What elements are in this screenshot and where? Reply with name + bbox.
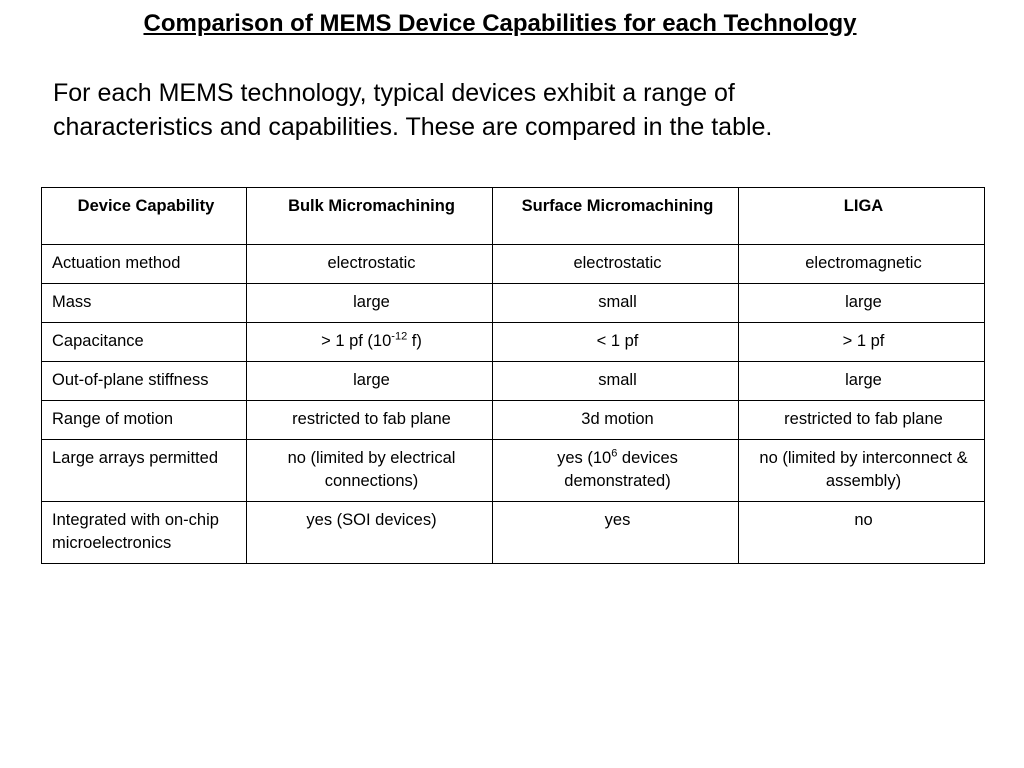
surface-cell — [493, 440, 739, 502]
surface-cell: electrostatic — [493, 245, 739, 284]
exponent: 6 — [611, 447, 618, 460]
surface-cell: small — [493, 284, 739, 323]
liga-cell: large — [739, 284, 985, 323]
capability-cell: Integrated with on-chip microelectronics — [42, 502, 247, 564]
bulk-cell: large — [247, 284, 493, 323]
intro-paragraph — [53, 76, 953, 144]
bulk-cell-text: > 1 pf (10 — [321, 332, 392, 350]
surface-cell: yes — [493, 502, 739, 564]
liga-cell: restricted to fab plane — [739, 401, 985, 440]
capability-cell: Mass — [42, 284, 247, 323]
table-header-row — [42, 188, 985, 245]
capability-cell: Out-of-plane stiffness — [42, 362, 247, 401]
surface-cell: small — [493, 362, 739, 401]
liga-cell: large — [739, 362, 985, 401]
bulk-cell: restricted to fab plane — [247, 401, 493, 440]
bulk-cell: large — [247, 362, 493, 401]
table-row — [42, 284, 985, 323]
liga-cell: no (limited by interconnect & assembly) — [739, 440, 985, 502]
liga-cell: no — [739, 502, 985, 564]
header-liga: LIGA — [739, 188, 985, 245]
capability-cell: Large arrays permitted — [42, 440, 247, 502]
table-row — [42, 323, 985, 362]
surface-cell: 3d motion — [493, 401, 739, 440]
comparison-table — [41, 187, 985, 564]
table-row — [42, 502, 985, 564]
exponent: -12 — [391, 330, 408, 343]
bulk-cell: electrostatic — [247, 245, 493, 284]
table-row — [42, 362, 985, 401]
header-device-capability: Device Capability — [42, 188, 247, 245]
bulk-cell: yes (SOI devices) — [247, 502, 493, 564]
table-row — [42, 401, 985, 440]
header-surface-micromachining: Surface Micromachining — [493, 188, 739, 245]
surface-cell-text: yes (10 — [557, 449, 612, 467]
liga-cell: electromagnetic — [739, 245, 985, 284]
slide-title: Comparison of MEMS Device Capabilities for each Technology — [143, 10, 857, 37]
capability-cell: Range of motion — [42, 401, 247, 440]
bulk-cell: no (limited by electrical connections) — [247, 440, 493, 502]
table-row — [42, 440, 985, 502]
intro-line-1: For each MEMS technology, typical devices exhibit a range of — [53, 79, 735, 107]
intro-line-2: characteristics and capabilities. These are compared in the table. — [53, 113, 773, 141]
header-bulk-micromachining: Bulk Micromachining — [247, 188, 493, 245]
capability-cell: Capacitance — [42, 323, 247, 362]
surface-cell: < 1 pf — [493, 323, 739, 362]
capability-cell: Actuation method — [42, 245, 247, 284]
bulk-cell-text-end: f) — [407, 332, 422, 350]
surface-cell-text-end: devices demonstrated) — [564, 449, 678, 490]
bulk-cell — [247, 323, 493, 362]
liga-cell: > 1 pf — [739, 323, 985, 362]
table-row — [42, 245, 985, 284]
